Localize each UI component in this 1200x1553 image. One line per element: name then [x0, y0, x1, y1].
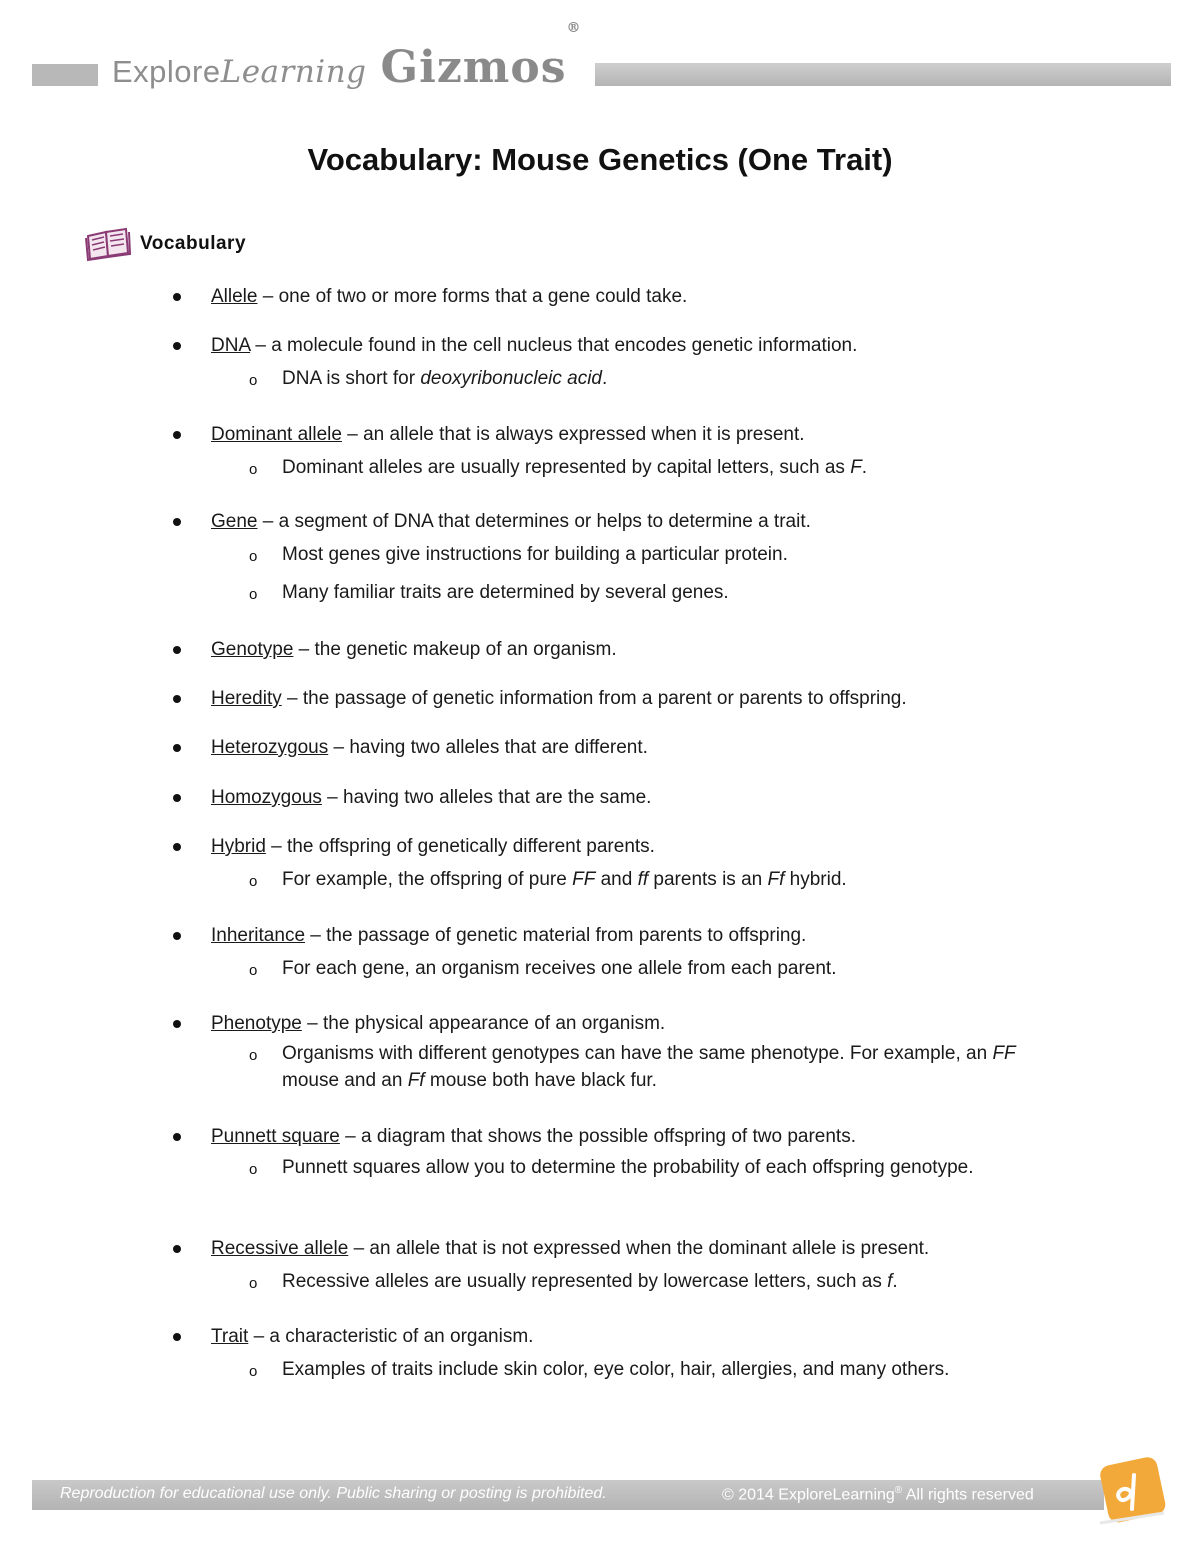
- sub-bullet-marker: o: [249, 548, 258, 565]
- vocab-note: [282, 955, 1072, 982]
- note-italic-text: Ff: [407, 1070, 425, 1091]
- vocab-entry: [211, 687, 907, 711]
- vocab-entry: [211, 786, 651, 810]
- vocab-note: [282, 1040, 1072, 1094]
- brand-explorelearning: ExploreLearning: [112, 54, 367, 90]
- vocab-note: [282, 365, 1072, 392]
- note-text: Dominant alleles are usually represented by capital letters, such as: [282, 457, 851, 478]
- bullet-icon: [173, 1133, 181, 1141]
- vocab-definition: – a characteristic of an organism.: [248, 1326, 534, 1347]
- vocab-note: [282, 1268, 1072, 1295]
- note-text: .: [602, 368, 608, 389]
- vocab-definition: – the offspring of genetically different parents.: [265, 836, 655, 857]
- vocab-term: DNA: [211, 335, 251, 356]
- note-text: For each gene, an organism receives one allele from each parent.: [282, 958, 837, 979]
- bullet-icon: [173, 646, 181, 654]
- note-italic-text: Ff: [767, 869, 785, 890]
- vocab-note: [282, 866, 1072, 893]
- vocab-definition: – the physical appearance of an organism.: [301, 1013, 666, 1034]
- note-text: and: [595, 869, 638, 890]
- note-text: hybrid.: [784, 869, 847, 890]
- vocab-term: Recessive allele: [211, 1238, 349, 1259]
- bullet-icon: [173, 1020, 181, 1028]
- vocab-note: [282, 454, 1072, 481]
- note-text: Examples of traits include skin color, eye color, hair, allergies, and many others.: [282, 1359, 950, 1380]
- note-text: Many familiar traits are determined by several genes.: [282, 582, 729, 603]
- footer-copyright: © 2014 ExploreLearning® All rights reserved: [722, 1485, 1034, 1504]
- vocab-term: Allele: [211, 286, 258, 307]
- note-text: mouse both have black fur.: [424, 1070, 657, 1091]
- vocab-definition: – the genetic makeup of an organism.: [293, 639, 617, 660]
- vocab-definition: – a diagram that shows the possible offspring of two parents.: [339, 1126, 856, 1147]
- bullet-icon: [173, 932, 181, 940]
- vocab-term: Phenotype: [211, 1013, 302, 1034]
- vocab-note: [282, 541, 1072, 568]
- note-italic-text: F: [850, 457, 862, 478]
- vocab-definition: – the passage of genetic information from a parent or parents to offspring.: [281, 688, 907, 709]
- vocab-definition: – the passage of genetic material from parents to offspring.: [305, 925, 807, 946]
- note-italic-text: FF: [572, 869, 596, 890]
- vocab-term: Gene: [211, 511, 258, 532]
- bullet-icon: [173, 518, 181, 526]
- vocab-entry: [211, 1237, 929, 1261]
- header-bar-left: [32, 64, 98, 86]
- vocab-definition: – having two alleles that are the same.: [321, 787, 652, 808]
- sub-bullet-marker: o: [249, 962, 258, 979]
- vocab-entry: [211, 1012, 665, 1036]
- section-heading-label: Vocabulary: [140, 233, 247, 254]
- vocab-note: [282, 579, 1072, 606]
- note-text: mouse and an: [282, 1070, 408, 1091]
- brand-logo: [112, 20, 582, 102]
- note-text: Recessive alleles are usually represented by lowercase letters, such as: [282, 1271, 888, 1292]
- note-italic-text: deoxyribonucleic acid: [420, 368, 602, 389]
- vocab-term: Homozygous: [211, 787, 322, 808]
- vocab-term: Hybrid: [211, 836, 266, 857]
- vocab-entry: [211, 924, 806, 948]
- bullet-icon: [173, 744, 181, 752]
- vocab-definition: – a molecule found in the cell nucleus that encodes genetic information.: [250, 335, 858, 356]
- sub-bullet-marker: o: [249, 873, 258, 890]
- vocab-entry: [211, 423, 805, 447]
- vocab-note: [282, 1356, 1072, 1383]
- vocab-definition: – one of two or more forms that a gene could take.: [257, 286, 688, 307]
- note-text: parents is an: [648, 869, 768, 890]
- vocab-entry: [211, 1325, 533, 1349]
- vocab-term: Trait: [211, 1326, 249, 1347]
- vocab-definition: – having two alleles that are different.: [328, 737, 648, 758]
- brand-gizmos: Gizmos®: [380, 20, 582, 93]
- vocab-definition: – an allele that is always expressed when it is present.: [341, 424, 805, 445]
- note-text: DNA is short for: [282, 368, 421, 389]
- vocab-entry: [211, 638, 617, 662]
- bullet-icon: [173, 843, 181, 851]
- vocab-term: Heredity: [211, 688, 282, 709]
- note-italic-text: f: [887, 1271, 893, 1292]
- vocab-term: Genotype: [211, 639, 294, 660]
- explorelearning-el-logo: [1094, 1453, 1170, 1529]
- bullet-icon: [173, 794, 181, 802]
- vocab-entry: [211, 334, 857, 358]
- sub-bullet-marker: o: [249, 1275, 258, 1292]
- sub-bullet-marker: o: [249, 1363, 258, 1380]
- vocab-entry: [211, 510, 811, 534]
- note-italic-text: FF: [992, 1043, 1016, 1064]
- bullet-icon: [173, 293, 181, 301]
- vocab-term: Dominant allele: [211, 424, 342, 445]
- note-italic-text: ff: [637, 869, 649, 890]
- note-text: Organisms with different genotypes can have the same phenotype. For example, an: [282, 1043, 993, 1064]
- vocab-entry: [211, 1125, 856, 1149]
- note-text: Most genes give instructions for building a particular protein.: [282, 544, 788, 565]
- bullet-icon: [173, 1333, 181, 1341]
- bullet-icon: [173, 342, 181, 350]
- footer-disclaimer: Reproduction for educational use only. Public sharing or posting is prohibited.: [60, 1485, 607, 1502]
- note-text: For example, the offspring of pure: [282, 869, 573, 890]
- bullet-icon: [173, 431, 181, 439]
- bullet-icon: [173, 695, 181, 703]
- section-heading: [84, 226, 246, 262]
- vocab-definition: – a segment of DNA that determines or helps to determine a trait.: [257, 511, 811, 532]
- sub-bullet-marker: o: [249, 586, 258, 603]
- sub-bullet-marker: o: [249, 372, 258, 389]
- vocab-note: [282, 1154, 1072, 1181]
- note-text: Punnett squares allow you to determine the probability of each offspring genotype.: [282, 1157, 974, 1178]
- vocab-definition: – an allele that is not expressed when the dominant allele is present.: [348, 1238, 930, 1259]
- vocab-entry: [211, 736, 648, 760]
- note-text: .: [861, 457, 868, 478]
- vocab-term: Punnett square: [211, 1126, 340, 1147]
- vocab-entry: [211, 285, 687, 309]
- sub-bullet-marker: o: [249, 1047, 258, 1064]
- page-title: Vocabulary: Mouse Genetics (One Trait): [307, 142, 893, 177]
- open-book-icon: [84, 226, 132, 262]
- sub-bullet-marker: o: [249, 461, 258, 478]
- header-bar-right: [592, 63, 1171, 86]
- vocab-term: Heterozygous: [211, 737, 329, 758]
- vocab-entry: [211, 835, 655, 859]
- note-text: .: [892, 1271, 898, 1292]
- bullet-icon: [173, 1245, 181, 1253]
- vocab-term: Inheritance: [211, 925, 306, 946]
- sub-bullet-marker: o: [249, 1161, 258, 1178]
